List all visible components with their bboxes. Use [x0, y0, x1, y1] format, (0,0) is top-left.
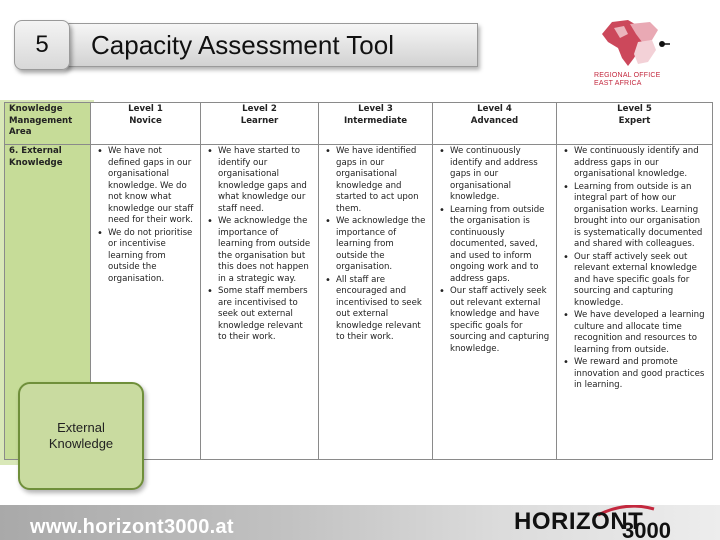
list-item: • We have identified gaps in our organisational knowledge and started to act upon them. [323, 146, 428, 215]
slide-number: 5 [35, 31, 49, 58]
list-item: • We acknowledge the importance of learning from outside the organisation but this does not happen in a strategic way. [205, 216, 314, 285]
list-item: • We continuously identify and address gaps in our organisational knowledge. [437, 146, 552, 204]
page-title [64, 23, 478, 67]
level-1-header: Level 1 Novice [91, 103, 201, 145]
list-item: • Our staff actively seek out relevant external knowledge and have specific goals for sourcing and capturing knowledge. [437, 286, 552, 355]
area-column-header: Knowledge Management Area [5, 103, 91, 145]
list-item: • Some staff members are incentivised to seek out external knowledge relevant to their work. [205, 286, 314, 344]
list-item: • We acknowledge the importance of learning from outside the organisation. [323, 216, 428, 274]
list-item: • We have developed a learning culture and allocate time recognition and resources to learning from outside. [561, 310, 708, 356]
level-2-cell [201, 145, 319, 460]
list-item: • Our staff actively seek out relevant external knowledge and have specific goals for sourcing and capturing knowledge. [561, 252, 708, 310]
footer-url[interactable]: www.horizont3000.at [30, 516, 234, 538]
slide-number-badge [14, 20, 70, 70]
list-item: • We have started to identify our organisational knowledge gaps and what knowledge our staff need. [205, 146, 314, 215]
africa-map-icon [594, 18, 682, 70]
logo-caption-line1: REGIONAL OFFICE [594, 72, 661, 79]
area-name-cell: 6. External Knowledge [5, 145, 91, 460]
logo-caption [594, 72, 674, 88]
external-knowledge-label: External Knowledge [48, 420, 114, 451]
level-3-header: Level 3 Intermediate [319, 103, 433, 145]
footer-brand: HORIZONT [514, 508, 644, 535]
list-item: • We do not prioritise or incentivise learning from outside the organisation. [95, 228, 196, 286]
external-knowledge-label-box [18, 382, 144, 490]
regional-office-logo [594, 18, 682, 110]
list-item: • All staff are encouraged and incentivised to seek out external knowledge relevant to their work. [323, 275, 428, 344]
list-item: • We continuously identify and address gaps in our organisational knowledge. [561, 146, 708, 181]
list-item: • We reward and promote innovation and good practices in learning. [561, 357, 708, 392]
level-4-header: Level 4 Advanced [433, 103, 557, 145]
list-item: • Learning from outside is an integral part of how our organisation works. Learning brought into our organisation is systematically documented and shared with colleagues. [561, 182, 708, 251]
level-4-cell [433, 145, 557, 460]
list-item: • Learning from outside the organisation is continuously documented, saved, and used to inform ongoing work and to address gaps. [437, 205, 552, 286]
footer-brand-number: 3000 [622, 518, 671, 540]
level-2-header: Level 2 Learner [201, 103, 319, 145]
level-5-cell [557, 145, 713, 460]
level-3-cell [319, 145, 433, 460]
logo-caption-line2: EAST AFRICA [594, 80, 642, 87]
table-header-row [5, 103, 713, 145]
page-title-text: Capacity Assessment Tool [91, 29, 394, 60]
list-item: • We have not defined gaps in our organisational knowledge. We do not know what knowledge our staff need for their work. [95, 146, 196, 227]
level-5-header: Level 5 Expert [557, 103, 713, 145]
